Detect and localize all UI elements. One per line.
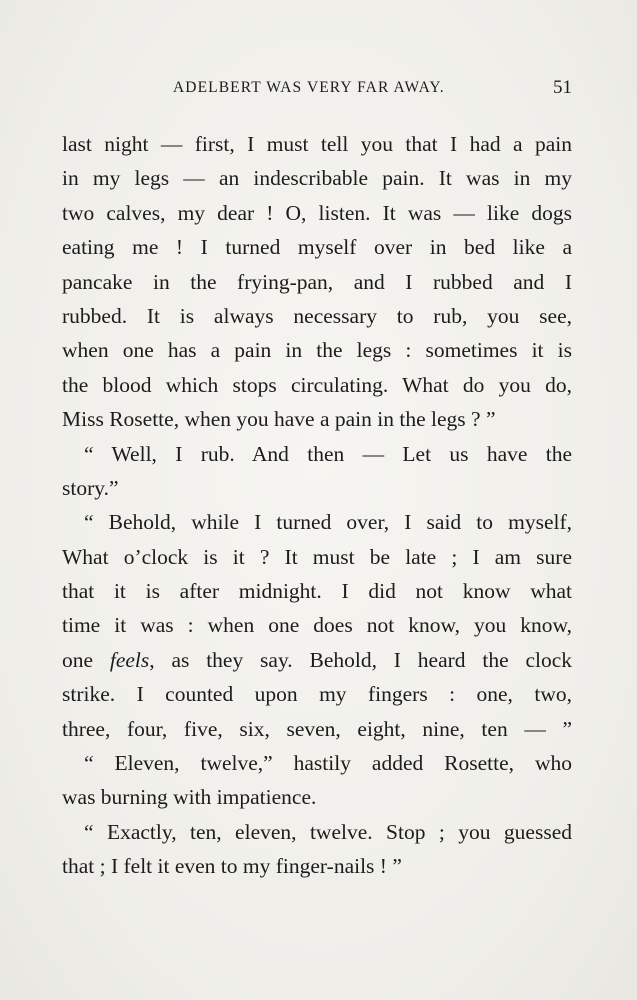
text-line: story.” xyxy=(62,475,119,500)
page-header xyxy=(66,79,572,103)
text-line: in my legs — an indescribable pain. It was in my xyxy=(62,166,572,191)
text-line: pancake in the frying-pan, and I rubbed and I xyxy=(62,269,572,294)
body-text xyxy=(62,127,572,884)
text-line: strike. I counted upon my fingers : one, two, xyxy=(62,682,572,707)
text-line: was burning with impatience. xyxy=(62,785,317,810)
text-line: time it was : when one does not know, you know, xyxy=(62,613,572,638)
text-line: the blood which stops circulating. What do you do, xyxy=(62,372,572,397)
text-line: “ Well, I rub. And then — Let us have the xyxy=(84,441,572,466)
text-fragment: one xyxy=(62,647,110,672)
text-line: “ Behold, while I turned over, I said to myself, xyxy=(84,510,572,535)
text-line-with-emphasis xyxy=(62,643,572,677)
emphasized-word: feels xyxy=(109,647,150,672)
text-line: three, four, five, six, seven, eight, nine, ten — ” xyxy=(62,716,572,741)
text-line: two calves, my dear ! O, listen. It was — like dogs xyxy=(62,200,572,225)
text-line: rubbed. It is always necessary to rub, you see, xyxy=(62,303,572,328)
text-line: Miss Rosette, when you have a pain in the legs ? ” xyxy=(62,407,496,432)
text-fragment: , as they say. Behold, I heard the clock xyxy=(149,647,573,672)
page-number: 51 xyxy=(553,77,572,98)
running-head: ADELBERT WAS VERY FAR AWAY. xyxy=(173,79,445,96)
text-line: when one has a pain in the legs : sometimes it is xyxy=(62,338,572,363)
text-line: “ Eleven, twelve,” hastily added Rosette, who xyxy=(84,751,572,776)
text-line: that it is after midnight. I did not know what xyxy=(62,579,572,604)
text-line: What o’clock is it ? It must be late ; I am sure xyxy=(62,544,572,569)
text-line: “ Exactly, ten, eleven, twelve. Stop ; you guessed xyxy=(84,819,572,844)
text-line: eating me ! I turned myself over in bed like a xyxy=(62,235,572,260)
text-line: last night — first, I must tell you that I had a pain xyxy=(62,132,572,156)
text-line: that ; I felt it even to my finger-nails ! ” xyxy=(62,854,402,879)
